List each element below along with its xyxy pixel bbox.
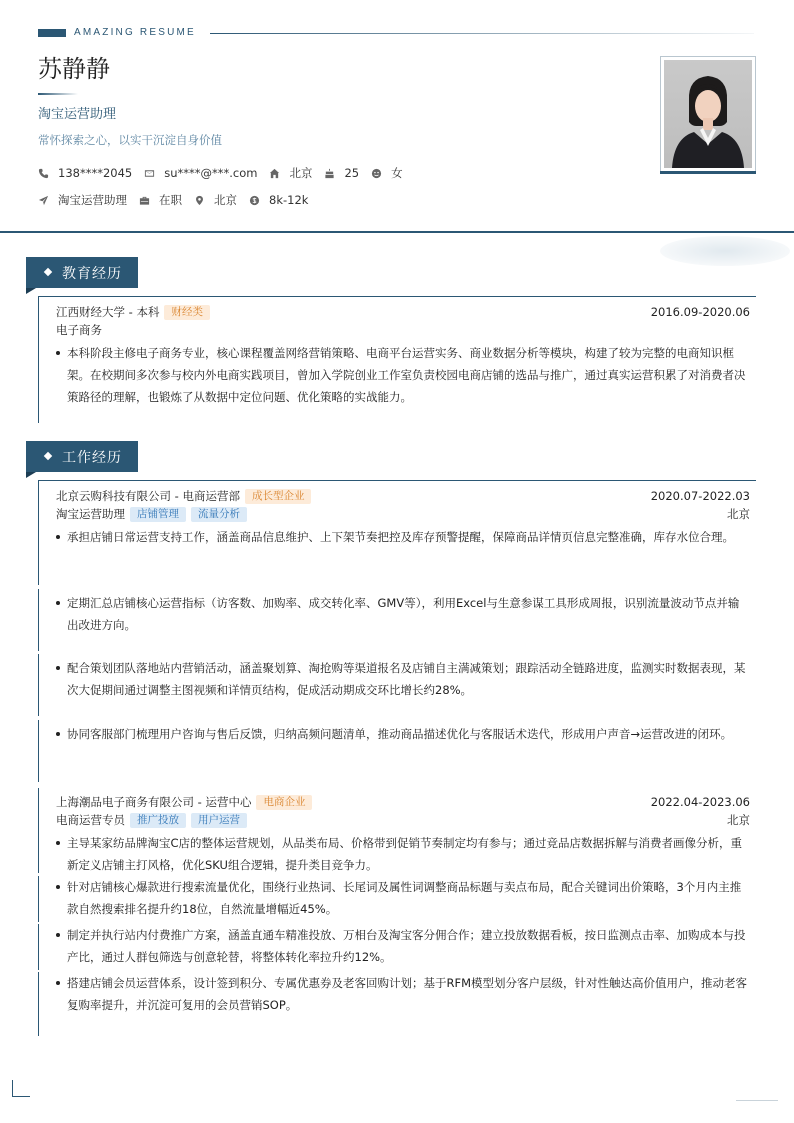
home-icon xyxy=(269,168,280,179)
work-2-header-row xyxy=(56,793,750,811)
person-portrait-icon xyxy=(664,60,752,168)
company-tag: 成长型企业 xyxy=(245,489,312,504)
list-item: 搭建店铺会员运营体系，设计签到积分、专属优惠券及老客回购计划；基于RFM模型划分客户层级，针对性触达高价值用户，推动老客复购率提升，并沉淀可复用的会员营销SOP。 xyxy=(56,972,750,1016)
school-tag: 财经类 xyxy=(164,305,210,320)
header-tag: AMAZING RESUME xyxy=(74,27,196,38)
work-section-title: 工作经历 xyxy=(62,449,122,466)
age-text: 25 xyxy=(344,166,360,180)
work-2-bullets-3 xyxy=(56,924,750,968)
send-icon xyxy=(38,195,49,206)
list-item: 针对店铺核心爆款进行搜索流量优化，围绕行业热词、长尾词及属性词调整商品标题与卖点布局，配合关键词出价策略，3个月内主推款自然搜索排名提升约18位，自然流量增幅近45%。 xyxy=(56,876,750,920)
position-name: 淘宝运营助理 xyxy=(56,507,125,521)
candidate-title: 淘宝运营助理 xyxy=(38,107,117,122)
work-2-bullets-4 xyxy=(56,972,750,1016)
location-item xyxy=(194,192,237,208)
work-2-bullets xyxy=(56,832,750,876)
gender-text: 女 xyxy=(391,166,403,180)
major: 电子商务 xyxy=(56,323,102,337)
header-accent-bar xyxy=(38,29,66,37)
work-2-bullet-block-4 xyxy=(38,972,750,1036)
work-2-bullet-block-2 xyxy=(38,876,750,922)
header-line xyxy=(210,33,754,34)
company-name: 北京云购科技有限公司 - 电商运营部 xyxy=(56,489,240,503)
job-intent-row xyxy=(38,192,320,208)
contact-row xyxy=(38,165,415,181)
position-item xyxy=(38,192,127,208)
education-major-row xyxy=(56,321,750,339)
work-1-bullet-block-4 xyxy=(38,720,750,782)
company-name: 上海潮品电子商务有限公司 - 运营中心 xyxy=(56,795,252,809)
work-1-position-row xyxy=(56,505,750,523)
work-1-bullets-2 xyxy=(56,592,750,636)
education-item xyxy=(38,297,750,423)
profile-photo xyxy=(660,56,756,174)
company-tag: 电商企业 xyxy=(256,795,312,810)
work-item-1 xyxy=(38,481,750,585)
education-section-title: 教育经历 xyxy=(62,265,122,282)
status-text: 在职 xyxy=(159,193,182,207)
work-2-bullets-2 xyxy=(56,876,750,920)
education-header-row xyxy=(56,303,750,321)
status-item xyxy=(139,192,182,208)
email-text: su****@***.com xyxy=(164,166,258,180)
location-text: 北京 xyxy=(214,193,237,207)
gender-item xyxy=(371,165,403,181)
skill-tag: 流量分析 xyxy=(191,507,247,522)
phone-item xyxy=(38,165,132,181)
skill-tag: 店铺管理 xyxy=(130,507,186,522)
header-strip xyxy=(38,26,754,40)
profile-photo-image xyxy=(664,60,752,168)
photo-accent-bar xyxy=(660,171,756,174)
phone-text: 138****2045 xyxy=(58,166,133,180)
list-item: 本科阶段主修电子商务专业，核心课程覆盖网络营销策略、电商平台运营实务、商业数据分析等模块，构建了较为完整的电商知识框架。在校期间多次参与校内外电商实践项目，曾加入学院创业工作室负责校园电商店铺的选品与推广，通过真实运营积累了对消费者决策路径的理解，也锻炼了从数据中定位问题、优化策略的实战能力。 xyxy=(56,342,750,408)
work-location: 北京 xyxy=(727,813,750,827)
skill-tag: 用户运营 xyxy=(191,813,247,828)
work-1-bullet-block-2 xyxy=(38,589,750,651)
briefcase-icon xyxy=(139,195,150,206)
list-item: 定期汇总店铺核心运营指标（访客数、加购率、成交转化率、GMV等），利用Excel与生意参谋工具形成周报，识别流量波动节点并输出改进方向。 xyxy=(56,592,750,636)
work-1-bullet-block-3 xyxy=(38,654,750,716)
corner-decoration-right xyxy=(736,1100,778,1101)
education-bullets xyxy=(56,342,750,408)
candidate-motto: 常怀探索之心，以实干沉淀自身价值 xyxy=(38,133,222,147)
email-item xyxy=(144,165,257,181)
salary-text: 8k-12k xyxy=(269,193,309,207)
position-name: 电商运营专员 xyxy=(56,813,125,827)
list-item: 主导某家纺品牌淘宝C店的整体运营规划，从品类布局、价格带到促销节奏制定均有参与；通过竞品店数据拆解与消费者画像分析，重新定义店铺主打风格，优化SKU组合逻辑，提升类目竞争力。 xyxy=(56,832,750,876)
skill-tag: 推广投放 xyxy=(130,813,186,828)
city-item xyxy=(269,165,312,181)
education-date: 2016.09-2020.06 xyxy=(650,305,750,319)
work-item-2 xyxy=(38,788,750,873)
list-item: 承担店铺日常运营支持工作，涵盖商品信息维护、上下架节奏把控及库存预警提醒，保障商品详情页信息完整准确，库存水位合理。 xyxy=(56,526,750,548)
location-pin-icon xyxy=(194,195,205,206)
salary-item xyxy=(249,192,308,208)
phone-icon xyxy=(38,168,49,179)
corner-decoration-left xyxy=(12,1080,30,1097)
school-name: 江西财经大学 - 本科 xyxy=(56,305,160,319)
gender-icon xyxy=(371,168,382,179)
work-date: 2022.04-2023.06 xyxy=(650,795,750,809)
work-date: 2020.07-2022.03 xyxy=(650,489,750,503)
mail-icon xyxy=(144,168,155,179)
work-section-header xyxy=(26,441,138,472)
candidate-name: 苏静静 xyxy=(38,55,110,83)
work-1-bullets-3 xyxy=(56,657,750,701)
cake-icon xyxy=(324,168,335,179)
position-text: 淘宝运营助理 xyxy=(58,193,127,207)
education-section-header xyxy=(26,257,138,288)
decorative-glow xyxy=(660,236,790,266)
list-item: 制定并执行站内付费推广方案，涵盖直通车精准投放、万相台及淘宝客分佣合作；建立投放数据看板，按日监测点击率、加购成本与投产比，通过人群包筛选与创意轮替，将整体转化率拉升约12%。 xyxy=(56,924,750,968)
age-item xyxy=(324,165,359,181)
money-icon xyxy=(249,195,260,206)
city-text: 北京 xyxy=(289,166,313,180)
work-2-bullet-block-3 xyxy=(38,924,750,970)
work-1-bullets-4 xyxy=(56,723,750,745)
work-2-position-row xyxy=(56,811,750,829)
work-1-bullets xyxy=(56,526,750,548)
work-location: 北京 xyxy=(727,507,750,521)
name-underline xyxy=(38,93,78,95)
work-1-header-row xyxy=(56,487,750,505)
list-item: 协同客服部门梳理用户咨询与售后反馈，归纳高频问题清单，推动商品描述优化与客服话术迭代，形成用户声音→运营改进的闭环。 xyxy=(56,723,750,745)
list-item: 配合策划团队落地站内营销活动，涵盖聚划算、淘抢购等渠道报名及店铺自主满减策划；跟踪活动全链路进度，监测实时数据表现，某次大促期间通过调整主图视频和详情页结构，促成活动期成交环比增长约28%。 xyxy=(56,657,750,701)
header-divider xyxy=(0,231,794,233)
